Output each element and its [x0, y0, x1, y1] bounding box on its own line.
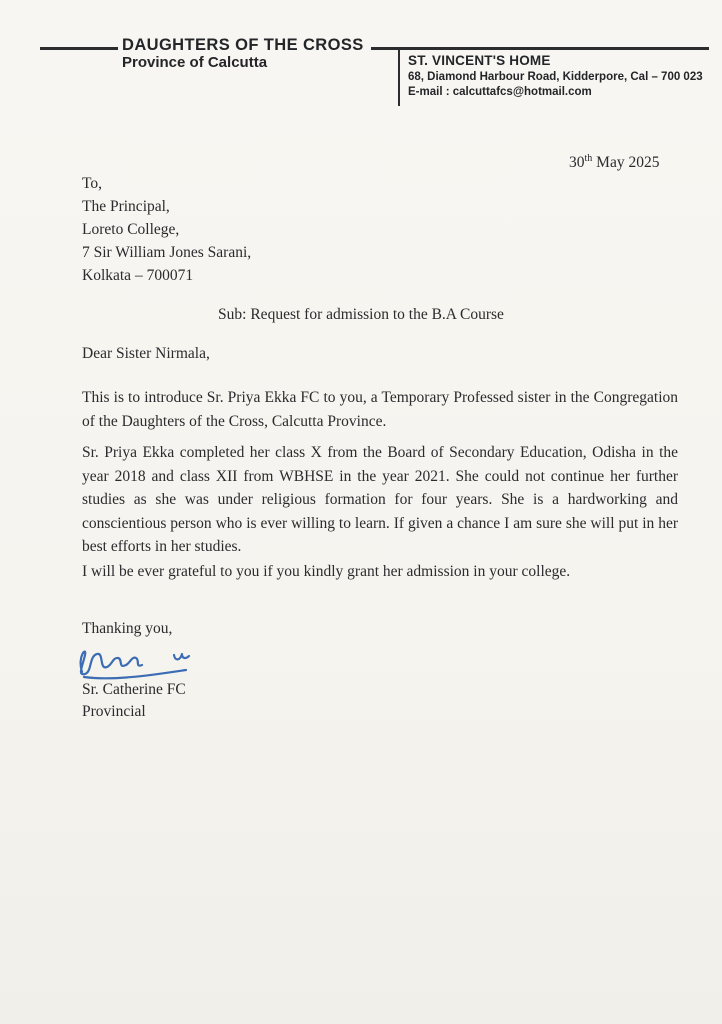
signatory-title: Provincial — [82, 703, 146, 720]
date-ordinal: th — [584, 153, 593, 164]
organization-subtitle: Province of Calcutta — [122, 54, 268, 71]
recipient-address — [82, 172, 251, 287]
signatory-name: Sr. Catherine FC — [82, 681, 186, 698]
signature-image — [74, 644, 204, 686]
recipient-line: The Principal, — [82, 198, 170, 215]
letter-date — [569, 153, 659, 172]
home-name: ST. VINCENT'S HOME — [408, 53, 551, 68]
home-address: 68, Diamond Harbour Road, Kidderpore, Cal – 700 023 — [408, 71, 703, 83]
body-paragraph: Sr. Priya Ekka completed her class X from the Board of Secondary Education, Odisha in the year 2018 and class XII from WBHSE in the year 2021. She could not continue her further studies as she was under religious formation for four years. She is a hardworking and conscientious person who is ever willing to learn. If given a chance I am sure she will put in her best efforts in her studies. — [82, 444, 678, 555]
date-day: 30 — [569, 154, 585, 172]
letterhead-rule-left — [40, 47, 118, 50]
recipient-line: Kolkata – 700071 — [82, 267, 194, 284]
subject-line: Sub: Request for admission to the B.A Course — [218, 306, 504, 323]
body-paragraph: This is to introduce Sr. Priya Ekka FC to you, a Temporary Professed sister in the Congregation of the Daughters of the Cross, Calcutta Province. — [82, 389, 678, 430]
recipient-line: 7 Sir William Jones Sarani, — [82, 244, 252, 261]
home-email: E-mail : calcuttafcs@hotmail.com — [408, 86, 592, 98]
recipient-line: To, — [82, 175, 103, 192]
letterhead-address-box — [398, 50, 720, 106]
date-rest: May 2025 — [592, 154, 660, 172]
closing-phrase: Thanking you, — [82, 620, 173, 637]
salutation: Dear Sister Nirmala, — [82, 345, 210, 362]
recipient-line: Loreto College, — [82, 221, 180, 238]
organization-name: DAUGHTERS OF THE CROSS — [122, 36, 364, 54]
body-paragraph: I will be ever grateful to you if you kindly grant her admission in your college. — [82, 563, 571, 580]
